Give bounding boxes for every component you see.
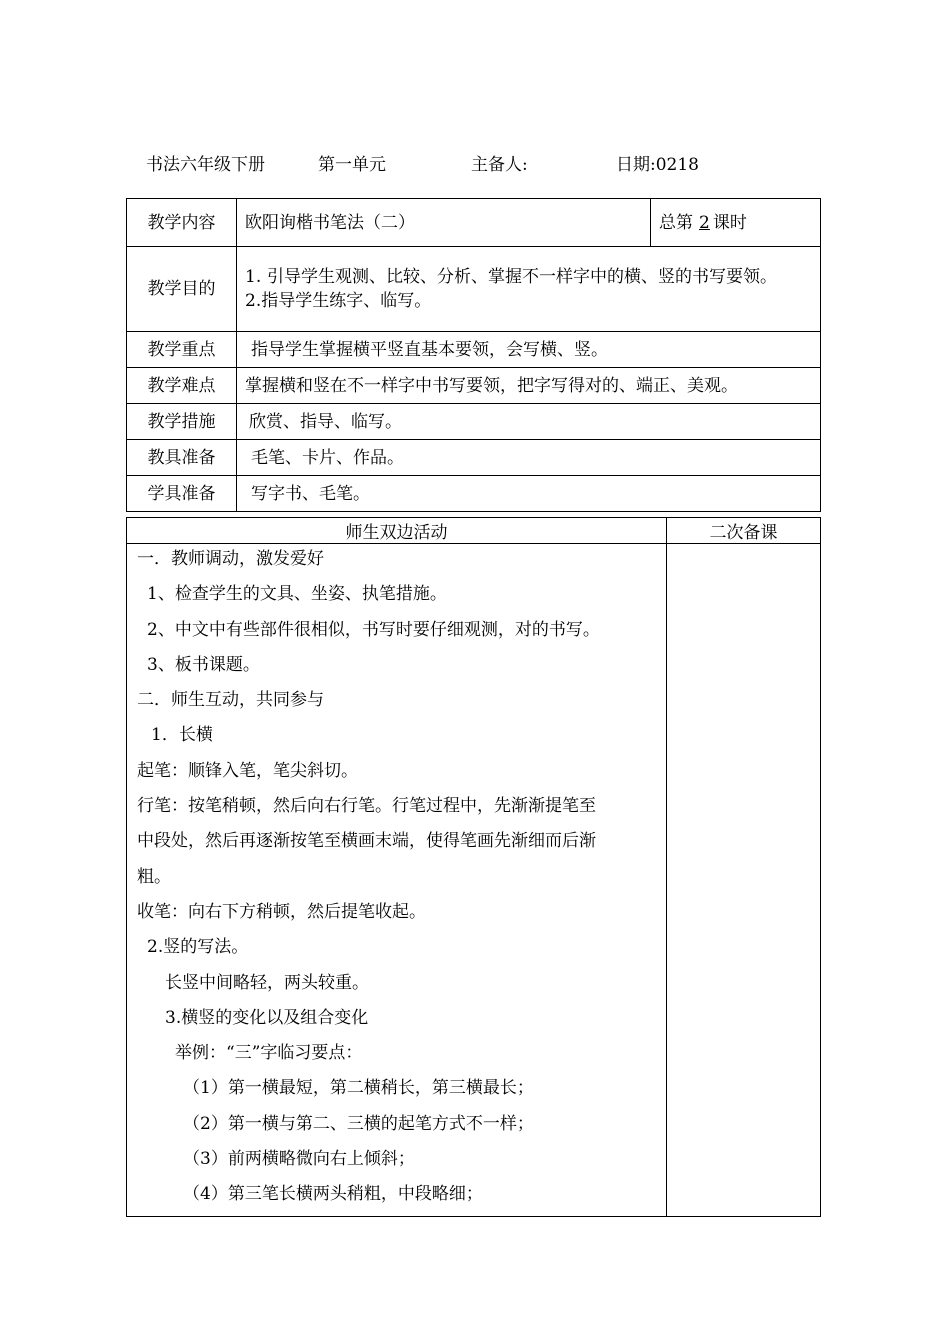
header-unit: 第一单元 bbox=[318, 155, 386, 175]
total-lesson-number: 2 bbox=[699, 212, 710, 233]
teaching-content-value: 欧阳询楷书笔法（二） bbox=[237, 199, 651, 247]
header-date: 日期:0218 bbox=[616, 155, 699, 175]
teacher-tools-value: 毛笔、卡片、作品。 bbox=[237, 440, 821, 476]
goal-item-1 bbox=[245, 265, 812, 289]
activity-line: 2、中文中有些部件很相似，书写时要仔细观测，对的书写。 bbox=[147, 619, 600, 640]
total-prefix: 总第 bbox=[659, 212, 693, 233]
activity-line: 3.横竖的变化以及组合变化 bbox=[165, 1007, 369, 1028]
activity-line: 二．师生互动，共同参与 bbox=[137, 690, 324, 711]
row-teaching-content bbox=[127, 199, 821, 247]
activity-line: 起笔：顺锋入笔，笔尖斜切。 bbox=[137, 760, 358, 781]
second-preparation-cell bbox=[667, 544, 821, 1217]
row-teaching-difficulty bbox=[127, 368, 821, 404]
teaching-focus-value: 指导学生掌握横平竖直基本要领，会写横、竖。 bbox=[237, 332, 821, 368]
activity-line: （2）第一横与第二、三横的起笔方式不一样； bbox=[183, 1113, 534, 1134]
activity-line: 2.竖的写法。 bbox=[147, 937, 249, 958]
row-teacher-tools bbox=[127, 440, 821, 476]
teaching-measures-value: 欣赏、指导、临写。 bbox=[237, 404, 821, 440]
teacher-tools-label: 教具准备 bbox=[127, 440, 237, 476]
teaching-goal-value bbox=[237, 247, 821, 332]
header-subject: 书法六年级下册 bbox=[146, 155, 265, 175]
teaching-measures-label: 教学措施 bbox=[127, 404, 237, 440]
activity-line: （3）前两横略微向右上倾斜； bbox=[183, 1149, 415, 1170]
student-tools-label: 学具准备 bbox=[127, 476, 237, 512]
activity-body-row bbox=[127, 544, 821, 1217]
activity-line: （4）第三笔长横两头稍粗，中段略细； bbox=[183, 1184, 483, 1205]
activity-header-main: 师生双边活动 bbox=[127, 518, 667, 544]
activity-table bbox=[126, 517, 821, 1217]
activity-line: 举例：“三”字临习要点： bbox=[175, 1043, 363, 1064]
header-preparer: 主备人: bbox=[471, 155, 528, 175]
teaching-difficulty-value: 掌握横和竖在不一样字中书写要领，把字写得对的、端正、美观。 bbox=[237, 368, 821, 404]
total-suffix: 课时 bbox=[712, 212, 747, 233]
activity-line: 行笔：按笔稍顿，然后向右行笔。行笔过程中，先渐渐提笔至 bbox=[137, 796, 596, 817]
teaching-goal-label: 教学目的 bbox=[127, 247, 237, 332]
lesson-info-table bbox=[126, 198, 821, 512]
row-teaching-measures bbox=[127, 404, 821, 440]
activity-line: 中段处，然后再逐渐按笔至横画末端，使得笔画先渐细而后渐 bbox=[137, 831, 596, 852]
teaching-focus-label: 教学重点 bbox=[127, 332, 237, 368]
row-teaching-focus bbox=[127, 332, 821, 368]
teaching-content-label: 教学内容 bbox=[127, 199, 237, 247]
activity-header-row bbox=[127, 518, 821, 544]
activity-line: 粗。 bbox=[137, 866, 171, 887]
activity-line: （1）第一横最短，第二横稍长，第三横最长； bbox=[183, 1078, 534, 1099]
goal-item-1-text: 引导学生观测、比较、分析、掌握不一样字中的横、竖的书写要领。 bbox=[267, 267, 777, 287]
row-student-tools bbox=[127, 476, 821, 512]
row-teaching-goal bbox=[127, 247, 821, 332]
activity-line: 1、检查学生的文具、坐姿、执笔措施。 bbox=[147, 584, 447, 605]
total-lesson-cell bbox=[651, 199, 821, 247]
activity-line: 一．教师调动，激发爱好 bbox=[137, 549, 324, 569]
activity-line: 收笔：向右下方稍顿，然后提笔收起。 bbox=[137, 901, 426, 922]
activity-content bbox=[127, 544, 667, 1217]
activity-line: 1．长横 bbox=[151, 725, 213, 746]
activity-line: 3、板书课题。 bbox=[147, 654, 260, 675]
goal-item-1-number: 1. bbox=[245, 267, 262, 287]
teaching-difficulty-label: 教学难点 bbox=[127, 368, 237, 404]
activity-line: 长竖中间略轻，两头较重。 bbox=[165, 972, 369, 993]
goal-item-2: 2.指导学生练字、临写。 bbox=[245, 291, 432, 311]
student-tools-value: 写字书、毛笔。 bbox=[237, 476, 821, 512]
activity-header-side: 二次备课 bbox=[667, 518, 821, 544]
